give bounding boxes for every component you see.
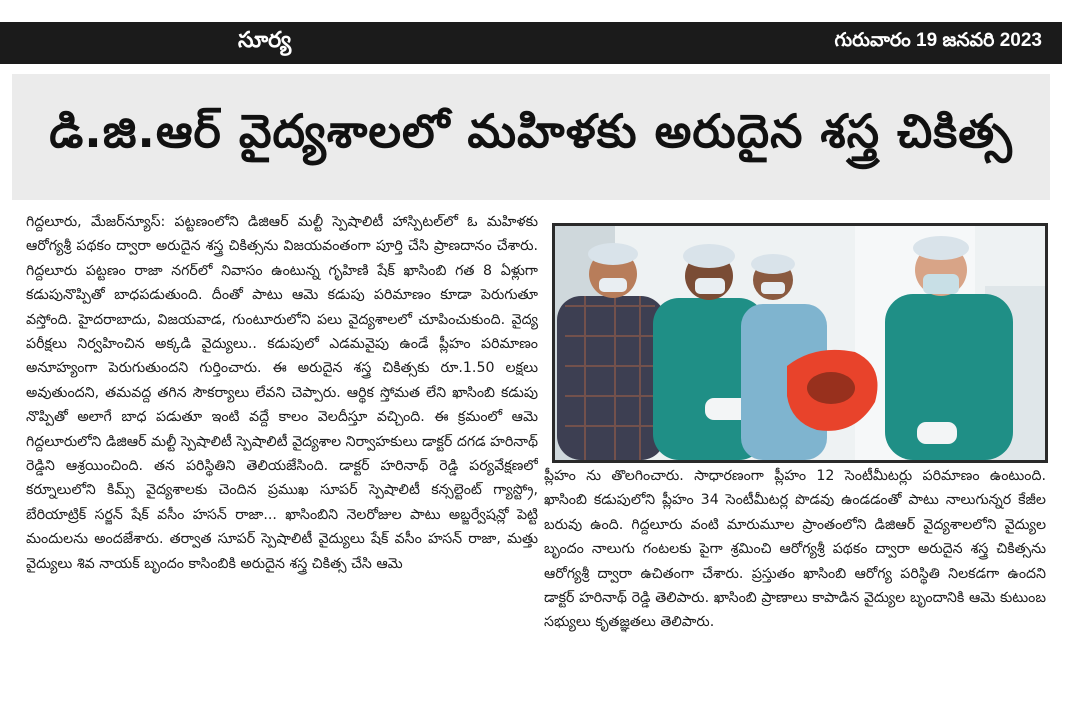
newspaper-masthead bbox=[0, 22, 1062, 64]
page-top-margin bbox=[0, 0, 1080, 22]
headline-banner bbox=[12, 74, 1050, 200]
article-column-left bbox=[26, 210, 538, 700]
article-headline: డి.జి.ఆర్ వైద్యశాలలో మహిళకు అరుదైన శస్త్ర చికిత్స bbox=[49, 104, 1013, 158]
article-body-left: గిద్దలూరు, మేజర్‌న్యూస్: పట్టణంలోని డిజిఆర్ మల్టీ స్పెషాలిటీ హాస్పిటల్‌లో ఓ మహిళకు ఆరోగ్యశ్రీ పథకం ద్వారా అరుదైన శస్త్ర చికిత్సను విజయవంతంగా పూర్తి చేసి ప్రాణదానం చేశారు. గిద్దలూరు పట్టణం రాజా నగర్‌లో నివాసం ఉంటున్న గృహిణి షేక్ ఖాసింబి గత 8 ఏళ్లుగా కడుపునొప్పితో బాధపడుతుంది. దీంతో పాటు ఆమె కడుపు పరిమాణం కూడా పెరుగుతూ వస్తోంది. హైదరాబాదు, విజయవాడ, గుంటూరులోని పలు వైద్యశాలలో చూపించుకుంది. వైద్య పరీక్షలు నిర్వహించిన అక్కడి వైద్యులు.. కడుపులో ఎడమవైపు ఉండే ప్లీహం పరిమాణం అనూహ్యంగా పెరుగుతుందని గుర్తించారు. ఈ అరుదైన శస్త్ర చికిత్సకు రూ.1.50 లక్షలు అవుతుందని, తమవద్ద తగిన సౌకర్యాలు లేవని చెప్పారు. ఆర్థిక స్తోమత లేని ఖాసింబి కడుపు నొప్పితో అలాగే బాధ పడుతూ ఇంటి వద్దే కాలం వెలదీస్తూ వచ్చింది. ఈ క్రమంలో ఆమె గిద్దలూరులోని డిజిఆర్ మల్టీ స్పెషాలిటీ స్పెషాలిటీ వైద్యశాల నిర్వాహకులు డాక్టర్ దగడ హరినాథ్ రెడ్డిని ఆశ్రయించింది. తన పరిస్థితిని తెలియజేసింది. డాక్టర్ హరినాథ్ రెడ్డి పర్యవేక్షణలో కర్నూలులోని కిమ్స్ వైద్యశాలకు చెందిన ప్రముఖ సూపర్ స్పెషాలిటీ కన్సల్టెంట్ గ్యాస్ట్రో, బేరియాట్రిక్ సర్జన్ షేక్ వసీం హసన్ రాజా... ఖాసింబిని నెలరోజుల పాటు అబ్జర్వేషన్లో పెట్టి మందులను అందజేశారు. తర్వాత సూపర్ స్పెషాలిటీ వైద్యులు షేక్ వసీం హసన్ రాజా, మత్తు వైద్యులు శివ నాయక్ బృందం కాసింబికి అరుదైన శస్త్ర చికిత్స చేసి ఆమె bbox=[26, 214, 538, 572]
publication-date: గురువారం 19 జనవరి 2023 bbox=[834, 30, 1042, 51]
article-column-right bbox=[544, 464, 1046, 700]
article-body-right: ప్లీహం ను తొలగించారు. సాధారణంగా ప్లీహం 12 సెంటీమీటర్లు పరిమాణం ఉంటుంది. ఖాసింబి కడుపులోని ప్లీహం 34 సెంటీమీటర్ల పొడవు ఉండడంతో పాటు నాలుగున్నర కేజీల బరువు ఉంది. గిద్దలూరు వంటి మారుమూల ప్రాంతంలోని డిజిఆర్ వైద్యశాలలోని వైద్యుల బృందం నాలుగు గంటలకు పైగా శ్రమించి ఆరోగ్యశ్రీ పథకం ద్వారా అరుదైన శస్త్ర చికిత్సను ఆరోగ్యశ్రీ ద్వారా ఉచితంగా చేశారు. ప్రస్తుతం ఖాసింబి ఆరోగ్య పరిస్థితి నిలకడగా ఉందని డాక్టర్ హరినాథ్ రెడ్డి తెలిపారు. ఖాసింబి ప్రాణాలు కాపాడిన వైద్యుల బృందానికి ఆమె కుటుంబ సభ్యులు కృతజ్ఞతలు తెలిపారు. bbox=[544, 468, 1046, 631]
surgical-team-photo-icon bbox=[555, 226, 1045, 460]
newspaper-name: సూర్య bbox=[238, 28, 292, 53]
news-photo bbox=[552, 223, 1048, 463]
